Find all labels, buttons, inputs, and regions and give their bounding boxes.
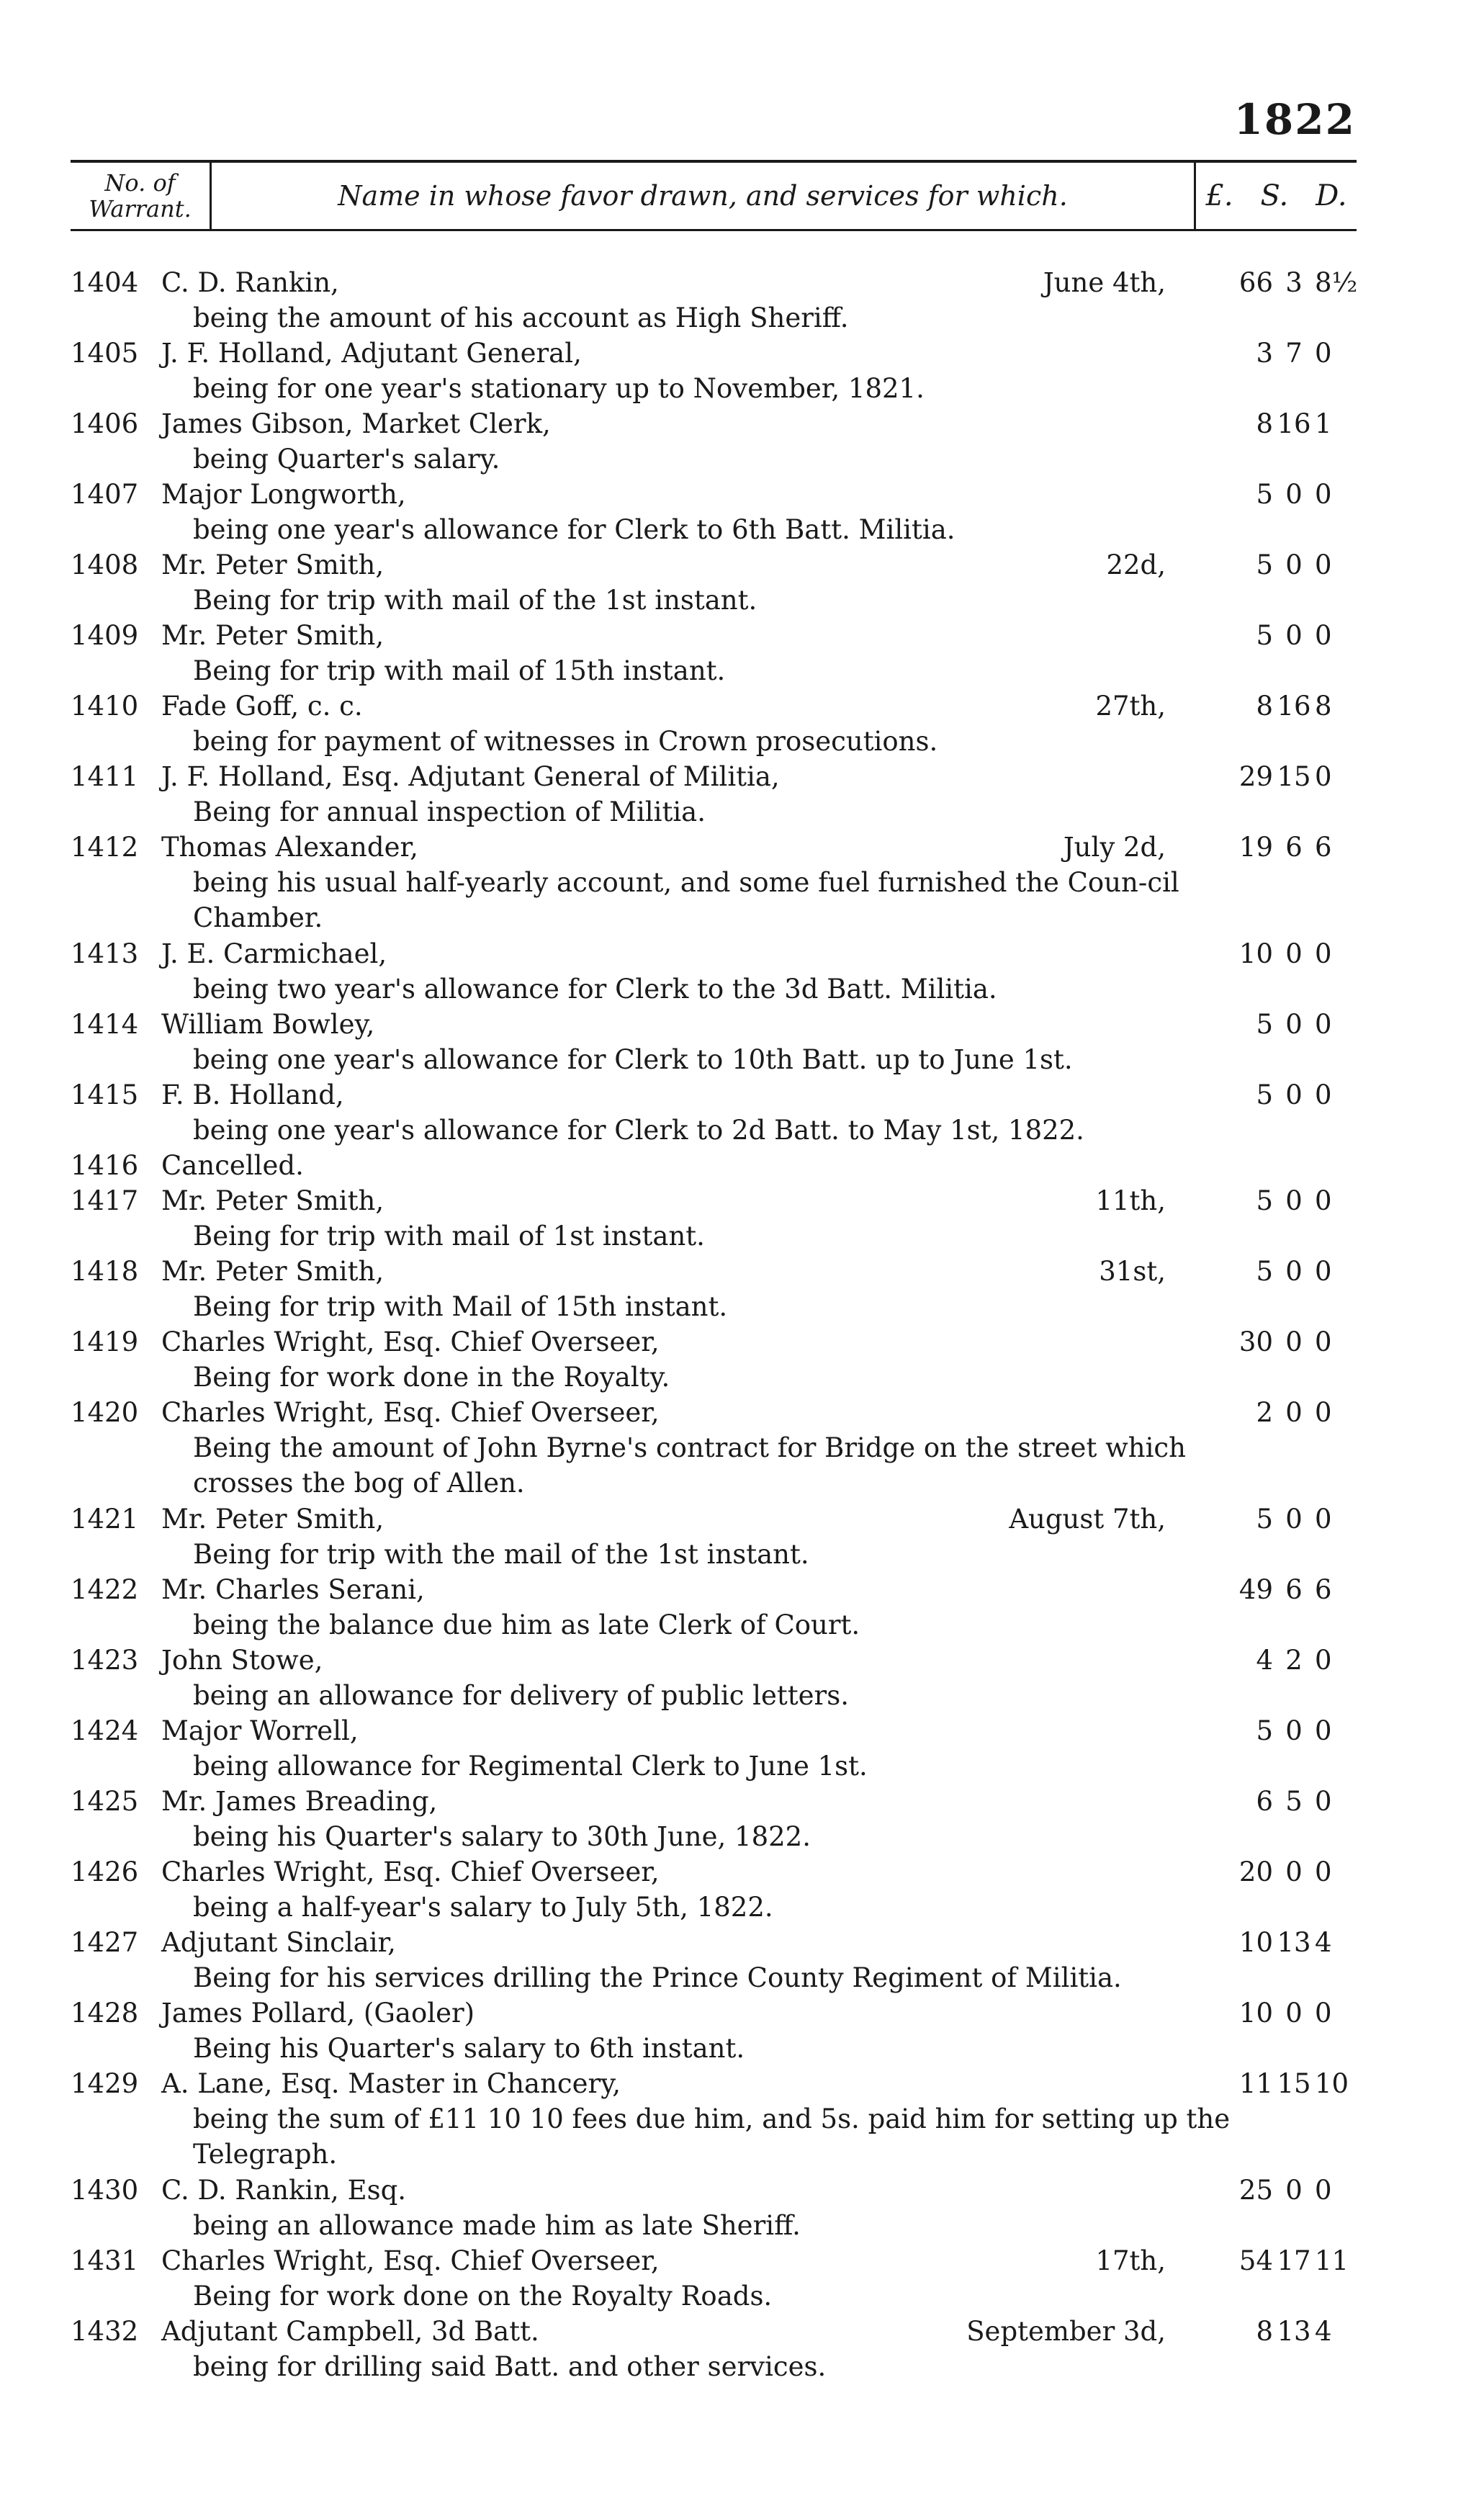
warrant-entry-line bbox=[71, 1395, 1357, 1430]
amount bbox=[1214, 2066, 1357, 2101]
header-warrant-number-line1: No. of bbox=[104, 169, 176, 197]
amount-pounds: 5 bbox=[1256, 1185, 1273, 1216]
warrant-number: 1429 bbox=[71, 2068, 139, 2099]
payee-name: Thomas Alexander, bbox=[161, 832, 418, 863]
amount-shillings: 0 bbox=[1285, 1397, 1303, 1428]
amount-shillings: 0 bbox=[1285, 1326, 1303, 1357]
amount-pence: 0 bbox=[1315, 620, 1332, 651]
service-description: being for one year's stationary up to November, 1821. bbox=[193, 373, 925, 404]
header-warrant-number bbox=[71, 163, 212, 229]
warrant-number: 1422 bbox=[71, 1574, 139, 1605]
amount-shillings: 6 bbox=[1285, 1574, 1303, 1605]
service-description: Being for trip with mail of the 1st instant. bbox=[193, 585, 757, 616]
warrant-entry bbox=[71, 1925, 1357, 1995]
payee-name: Adjutant Campbell, 3d Batt. bbox=[161, 2316, 539, 2347]
warrant-number: 1418 bbox=[71, 1256, 139, 1287]
amount-shillings: 5 bbox=[1285, 1786, 1303, 1817]
header-shillings: S. bbox=[1260, 179, 1289, 212]
warrant-number: 1405 bbox=[71, 338, 139, 369]
amount-shillings: 0 bbox=[1285, 1079, 1303, 1110]
warrant-entry-line bbox=[71, 688, 1357, 724]
payee-name: John Stowe, bbox=[161, 1645, 323, 1676]
amount-pence: 0 bbox=[1315, 1856, 1332, 1887]
warrant-entry bbox=[71, 1324, 1357, 1395]
warrant-entry bbox=[71, 1643, 1357, 1713]
amount-shillings: 0 bbox=[1285, 2175, 1303, 2206]
amount-pence: 0 bbox=[1315, 1645, 1332, 1676]
warrant-entry bbox=[71, 547, 1357, 618]
amount-pounds: 5 bbox=[1256, 1256, 1273, 1287]
payee-name: Cancelled. bbox=[161, 1150, 304, 1181]
payee-name: Charles Wright, Esq. Chief Overseer, bbox=[161, 1856, 660, 1887]
warrant-entry-line bbox=[71, 547, 1357, 583]
amount-pounds: 49 bbox=[1238, 1574, 1273, 1605]
warrant-number: 1430 bbox=[71, 2175, 139, 2206]
service-description: being his usual half-yearly account, and some fuel furnished the Coun-cil Chamber. bbox=[193, 867, 1179, 933]
warrant-number: 1417 bbox=[71, 1185, 139, 1216]
warrant-entry-line bbox=[71, 1007, 1357, 1042]
warrant-entry-line bbox=[71, 2173, 1357, 2208]
warrant-number: 1420 bbox=[71, 1397, 139, 1428]
warrant-date: June 4th, bbox=[1043, 267, 1166, 298]
warrant-date: July 2d, bbox=[1063, 832, 1166, 863]
payee-name: Mr. Charles Serani, bbox=[161, 1574, 425, 1605]
service-description: being an allowance made him as late Sheriff. bbox=[193, 2210, 801, 2241]
amount-pence: 0 bbox=[1315, 1256, 1332, 1287]
payee-name: C. D. Rankin, Esq. bbox=[161, 2175, 407, 2206]
service-description: Being for work done on the Royalty Roads. bbox=[193, 2281, 773, 2312]
amount-shillings: 0 bbox=[1285, 1856, 1303, 1887]
amount-pence: 1 bbox=[1315, 408, 1332, 439]
payee-name: Fade Goff, c. c. bbox=[161, 691, 363, 722]
amount-pounds: 5 bbox=[1256, 1504, 1273, 1535]
service-description: Being for work done in the Royalty. bbox=[193, 1362, 670, 1393]
warrant-list bbox=[71, 265, 1357, 2384]
amount-pence: 6 bbox=[1315, 832, 1332, 863]
warrant-entry bbox=[71, 2314, 1357, 2384]
amount-shillings: 13 bbox=[1277, 1927, 1311, 1958]
warrant-entry bbox=[71, 830, 1357, 936]
amount-shillings: 6 bbox=[1285, 832, 1303, 863]
service-description: Being for trip with Mail of 15th instant. bbox=[193, 1291, 728, 1322]
amount-pence: 0 bbox=[1315, 2175, 1332, 2206]
warrant-date: September 3d, bbox=[966, 2316, 1166, 2347]
page-year: 1822 bbox=[1233, 95, 1356, 144]
warrant-entry-line bbox=[71, 1501, 1357, 1537]
warrant-number: 1410 bbox=[71, 691, 139, 722]
payee-name: Mr. Peter Smith, bbox=[161, 1185, 385, 1216]
service-description: being one year's allowance for Clerk to 6th Batt. Militia. bbox=[193, 514, 955, 545]
warrant-entry bbox=[71, 2173, 1357, 2243]
service-description: being two year's allowance for Clerk to the 3d Batt. Militia. bbox=[193, 974, 997, 1005]
warrant-entry bbox=[71, 477, 1357, 547]
amount-shillings: 15 bbox=[1277, 2068, 1311, 2099]
warrant-number: 1411 bbox=[71, 761, 139, 792]
amount-pounds: 6 bbox=[1256, 1786, 1273, 1817]
payee-name: Charles Wright, Esq. Chief Overseer, bbox=[161, 1397, 660, 1428]
amount-shillings: 2 bbox=[1285, 1645, 1303, 1676]
warrant-entry-line bbox=[71, 406, 1357, 441]
amount-pence: 0 bbox=[1315, 1504, 1332, 1535]
amount-pounds: 10 bbox=[1238, 1998, 1273, 2029]
service-description: being the balance due him as late Clerk of Court. bbox=[193, 1609, 860, 1640]
warrant-number: 1404 bbox=[71, 267, 139, 298]
amount-shillings: 0 bbox=[1285, 1715, 1303, 1746]
amount-pence: 8 bbox=[1315, 691, 1332, 722]
warrant-date: August 7th, bbox=[1009, 1504, 1166, 1535]
warrant-entry bbox=[71, 618, 1357, 688]
amount-pounds: 5 bbox=[1256, 1715, 1273, 1746]
service-description: Being for his services drilling the Prince County Regiment of Militia. bbox=[193, 1962, 1122, 1993]
header-pence: D. bbox=[1316, 179, 1347, 212]
warrant-entry-line bbox=[71, 477, 1357, 512]
amount-pounds: 10 bbox=[1238, 1927, 1273, 1958]
amount-pounds: 10 bbox=[1238, 938, 1273, 969]
warrant-date: 22d, bbox=[1106, 549, 1166, 580]
warrant-entry-line bbox=[71, 1183, 1357, 1218]
amount-shillings: 16 bbox=[1277, 691, 1311, 722]
warrant-entry bbox=[71, 936, 1357, 1007]
warrant-number: 1426 bbox=[71, 1856, 139, 1887]
amount-pounds: 5 bbox=[1256, 1079, 1273, 1110]
header-name-services: Name in whose favor drawn, and services for which. bbox=[212, 163, 1196, 229]
amount-pence: 0 bbox=[1315, 338, 1332, 369]
amount-pence: 0 bbox=[1315, 938, 1332, 969]
service-description: being the amount of his account as High Sheriff. bbox=[193, 302, 849, 333]
amount-pounds: 54 bbox=[1238, 2245, 1273, 2276]
amount-shillings: 3 bbox=[1285, 267, 1303, 298]
amount-pence: 8½ bbox=[1315, 267, 1358, 298]
amount-pence: 0 bbox=[1315, 1185, 1332, 1216]
amount bbox=[1214, 1501, 1357, 1537]
warrant-number: 1421 bbox=[71, 1504, 139, 1535]
warrant-entry-line bbox=[71, 618, 1357, 653]
payee-name: A. Lane, Esq. Master in Chancery, bbox=[161, 2068, 621, 2099]
amount-pounds: 5 bbox=[1256, 620, 1273, 651]
warrant-entry bbox=[71, 759, 1357, 830]
warrant-entry-line bbox=[71, 1925, 1357, 1960]
header-pounds: £. bbox=[1205, 179, 1233, 212]
amount-pence: 0 bbox=[1315, 761, 1332, 792]
payee-name: Mr. Peter Smith, bbox=[161, 1504, 385, 1535]
payee-name: Mr. Peter Smith, bbox=[161, 549, 385, 580]
amount-pence: 10 bbox=[1315, 2068, 1349, 2099]
service-description: being for payment of witnesses in Crown prosecutions. bbox=[193, 726, 938, 757]
amount-pounds: 20 bbox=[1238, 1856, 1273, 1887]
service-description: being Quarter's salary. bbox=[193, 444, 500, 475]
warrant-number: 1407 bbox=[71, 479, 139, 510]
warrant-number: 1408 bbox=[71, 549, 139, 580]
amount-shillings: 13 bbox=[1277, 2316, 1311, 2347]
amount bbox=[1214, 936, 1357, 971]
amount-pounds: 5 bbox=[1256, 549, 1273, 580]
amount-pence: 6 bbox=[1315, 1574, 1332, 1605]
amount-shillings: 0 bbox=[1285, 938, 1303, 969]
amount bbox=[1214, 1572, 1357, 1607]
amount bbox=[1214, 406, 1357, 441]
amount-pounds: 25 bbox=[1238, 2175, 1273, 2206]
service-description: being a half-year's salary to July 5th, 1822. bbox=[193, 1892, 773, 1923]
amount-pounds: 8 bbox=[1256, 2316, 1273, 2347]
amount-pounds: 8 bbox=[1256, 408, 1273, 439]
warrant-number: 1425 bbox=[71, 1786, 139, 1817]
payee-name: C. D. Rankin, bbox=[161, 267, 339, 298]
warrant-entry bbox=[71, 1713, 1357, 1784]
warrant-entry-line bbox=[71, 2243, 1357, 2278]
warrant-number: 1427 bbox=[71, 1927, 139, 1958]
warrant-entry bbox=[71, 1077, 1357, 1148]
service-description: Being for trip with mail of 1st instant. bbox=[193, 1221, 705, 1252]
warrant-entry bbox=[71, 1148, 1357, 1183]
warrant-entry-line bbox=[71, 2066, 1357, 2101]
amount bbox=[1214, 336, 1357, 371]
amount-pence: 0 bbox=[1315, 1326, 1332, 1357]
amount bbox=[1214, 1007, 1357, 1042]
amount-pounds: 30 bbox=[1238, 1326, 1273, 1357]
table-header bbox=[71, 160, 1357, 231]
amount-shillings: 0 bbox=[1285, 1998, 1303, 2029]
warrant-number: 1414 bbox=[71, 1009, 139, 1040]
amount-shillings: 0 bbox=[1285, 1009, 1303, 1040]
amount-pounds: 11 bbox=[1238, 2068, 1273, 2099]
warrant-date: 17th, bbox=[1095, 2245, 1166, 2276]
service-description: Being for trip with mail of 15th instant. bbox=[193, 655, 726, 686]
warrant-number: 1409 bbox=[71, 620, 139, 651]
amount-pounds: 5 bbox=[1256, 1009, 1273, 1040]
amount bbox=[1214, 688, 1357, 724]
payee-name: Mr. Peter Smith, bbox=[161, 1256, 385, 1287]
warrant-number: 1416 bbox=[71, 1150, 139, 1181]
payee-name: F. B. Holland, bbox=[161, 1079, 344, 1110]
amount-pence: 0 bbox=[1315, 479, 1332, 510]
warrant-number: 1415 bbox=[71, 1079, 139, 1110]
warrant-number: 1406 bbox=[71, 408, 139, 439]
amount-pence: 0 bbox=[1315, 1998, 1332, 2029]
amount bbox=[1214, 1077, 1357, 1113]
amount-pounds: 3 bbox=[1256, 338, 1273, 369]
payee-name: James Gibson, Market Clerk, bbox=[161, 408, 551, 439]
amount-pounds: 8 bbox=[1256, 691, 1273, 722]
warrant-entry-line bbox=[71, 1643, 1357, 1678]
warrant-entry-line bbox=[71, 1077, 1357, 1113]
amount-pence: 4 bbox=[1315, 2316, 1332, 2347]
payee-name: J. F. Holland, Adjutant General, bbox=[161, 338, 582, 369]
service-description: being an allowance for delivery of public letters. bbox=[193, 1680, 849, 1711]
amount bbox=[1214, 618, 1357, 653]
payee-name: Major Longworth, bbox=[161, 479, 406, 510]
warrant-number: 1432 bbox=[71, 2316, 139, 2347]
warrant-entry-line bbox=[71, 1254, 1357, 1289]
warrant-entry-line bbox=[71, 936, 1357, 971]
amount-shillings: 0 bbox=[1285, 620, 1303, 651]
amount-pence: 4 bbox=[1315, 1927, 1332, 1958]
warrant-entry bbox=[71, 2066, 1357, 2173]
amount bbox=[1214, 547, 1357, 583]
warrant-entry bbox=[71, 1572, 1357, 1643]
amount-pounds: 5 bbox=[1256, 479, 1273, 510]
warrant-entry bbox=[71, 1254, 1357, 1324]
warrant-number: 1424 bbox=[71, 1715, 139, 1746]
warrant-entry-line bbox=[71, 1572, 1357, 1607]
warrant-number: 1412 bbox=[71, 832, 139, 863]
amount bbox=[1214, 1995, 1357, 2031]
amount-pounds: 4 bbox=[1256, 1645, 1273, 1676]
warrant-number: 1428 bbox=[71, 1998, 139, 2029]
warrant-entry bbox=[71, 1501, 1357, 1572]
amount-pence: 0 bbox=[1315, 1397, 1332, 1428]
payee-name: Charles Wright, Esq. Chief Overseer, bbox=[161, 1326, 660, 1357]
amount-shillings: 0 bbox=[1285, 1504, 1303, 1535]
amount-shillings: 15 bbox=[1277, 761, 1311, 792]
warrant-number: 1431 bbox=[71, 2245, 139, 2276]
payee-name: Adjutant Sinclair, bbox=[161, 1927, 396, 1958]
amount bbox=[1214, 1854, 1357, 1890]
amount-shillings: 0 bbox=[1285, 1185, 1303, 1216]
warrant-entry bbox=[71, 1995, 1357, 2066]
amount-pounds: 2 bbox=[1256, 1397, 1273, 1428]
amount-shillings: 16 bbox=[1277, 408, 1311, 439]
service-description: Being for trip with the mail of the 1st instant. bbox=[193, 1539, 809, 1570]
warrant-number: 1419 bbox=[71, 1326, 139, 1357]
header-warrant-number-line2: Warrant. bbox=[89, 195, 192, 223]
service-description: Being the amount of John Byrne's contract for Bridge on the street which crosses the bog of Allen. bbox=[193, 1432, 1186, 1499]
amount-shillings: 17 bbox=[1277, 2245, 1311, 2276]
payee-name: Mr. Peter Smith, bbox=[161, 620, 385, 651]
payee-name: J. E. Carmichael, bbox=[161, 938, 387, 969]
warrant-entry bbox=[71, 406, 1357, 477]
warrant-entry-line bbox=[71, 1324, 1357, 1360]
amount bbox=[1214, 2243, 1357, 2278]
amount bbox=[1214, 1324, 1357, 1360]
service-description: being for drilling said Batt. and other services. bbox=[193, 2351, 827, 2382]
payee-name: James Pollard, (Gaoler) bbox=[161, 1998, 475, 2029]
warrant-date: 27th, bbox=[1095, 691, 1166, 722]
amount-shillings: 7 bbox=[1285, 338, 1303, 369]
warrant-entry-line bbox=[71, 759, 1357, 794]
amount bbox=[1214, 2173, 1357, 2208]
amount-shillings: 0 bbox=[1285, 1256, 1303, 1287]
amount-pence: 0 bbox=[1315, 1009, 1332, 1040]
warrant-entry-line bbox=[71, 1784, 1357, 1819]
amount-pence: 11 bbox=[1315, 2245, 1349, 2276]
payee-name: J. F. Holland, Esq. Adjutant General of Militia, bbox=[161, 761, 780, 792]
warrant-entry-line bbox=[71, 2314, 1357, 2349]
amount bbox=[1214, 1643, 1357, 1678]
amount-shillings: 0 bbox=[1285, 549, 1303, 580]
amount-shillings: 0 bbox=[1285, 479, 1303, 510]
warrant-entry bbox=[71, 1007, 1357, 1077]
warrant-entry bbox=[71, 1784, 1357, 1854]
warrant-entry bbox=[71, 1854, 1357, 1925]
amount-pounds: 19 bbox=[1238, 832, 1273, 863]
warrant-entry bbox=[71, 336, 1357, 406]
warrant-entry-line bbox=[71, 1854, 1357, 1890]
warrant-entry-line bbox=[71, 265, 1357, 300]
payee-name: Charles Wright, Esq. Chief Overseer, bbox=[161, 2245, 660, 2276]
amount-pence: 0 bbox=[1315, 1079, 1332, 1110]
amount-pence: 0 bbox=[1315, 1786, 1332, 1817]
service-description: Being for annual inspection of Militia. bbox=[193, 796, 706, 827]
payee-name: Mr. James Breading, bbox=[161, 1786, 438, 1817]
warrant-entry-line bbox=[71, 336, 1357, 371]
service-description: Being his Quarter's salary to 6th instant. bbox=[193, 2033, 745, 2064]
amount-pence: 0 bbox=[1315, 1715, 1332, 1746]
warrant-entry bbox=[71, 2243, 1357, 2314]
service-description: being his Quarter's salary to 30th June, 1822. bbox=[193, 1821, 811, 1852]
amount bbox=[1214, 1254, 1357, 1289]
service-description: being the sum of £11 10 10 fees due him, and 5s. paid him for setting up the Telegraph. bbox=[193, 2103, 1231, 2170]
warrant-entry-line bbox=[71, 1713, 1357, 1748]
amount bbox=[1214, 1395, 1357, 1430]
amount-pence: 0 bbox=[1315, 549, 1332, 580]
amount bbox=[1214, 1784, 1357, 1819]
amount-pounds: 29 bbox=[1238, 761, 1273, 792]
amount-pounds: 66 bbox=[1238, 267, 1273, 298]
payee-name: William Bowley, bbox=[161, 1009, 375, 1040]
warrant-number: 1413 bbox=[71, 938, 139, 969]
warrant-number: 1423 bbox=[71, 1645, 139, 1676]
amount bbox=[1214, 265, 1357, 300]
warrant-entry-line bbox=[71, 830, 1357, 865]
warrant-entry bbox=[71, 265, 1357, 336]
warrant-entry-line bbox=[71, 1148, 1357, 1183]
warrant-entry bbox=[71, 688, 1357, 759]
header-money bbox=[1196, 163, 1357, 229]
amount bbox=[1214, 1925, 1357, 1960]
warrant-date: 31st, bbox=[1099, 1256, 1166, 1287]
amount bbox=[1214, 830, 1357, 865]
amount bbox=[1214, 1713, 1357, 1748]
payee-name: Major Worrell, bbox=[161, 1715, 359, 1746]
amount bbox=[1214, 2314, 1357, 2349]
warrant-date: 11th, bbox=[1095, 1185, 1166, 1216]
amount bbox=[1214, 759, 1357, 794]
service-description: being one year's allowance for Clerk to 10th Batt. up to June 1st. bbox=[193, 1044, 1073, 1075]
warrant-entry bbox=[71, 1183, 1357, 1254]
service-description: being one year's allowance for Clerk to 2d Batt. to May 1st, 1822. bbox=[193, 1115, 1084, 1146]
amount bbox=[1214, 477, 1357, 512]
service-description: being allowance for Regimental Clerk to June 1st. bbox=[193, 1751, 868, 1782]
warrant-entry bbox=[71, 1395, 1357, 1501]
amount bbox=[1214, 1183, 1357, 1218]
warrant-entry-line bbox=[71, 1995, 1357, 2031]
